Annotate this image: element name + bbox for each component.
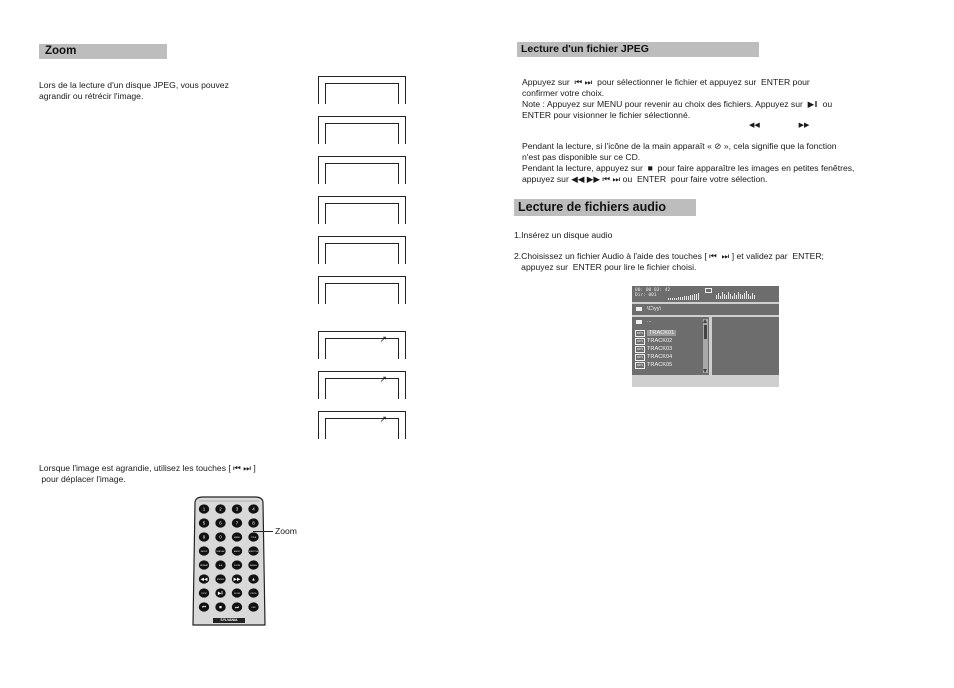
remote-button-label: ⏭: [234, 604, 240, 610]
audio-file-icon: MP3: [636, 355, 644, 359]
screen-file-list: [632, 317, 709, 375]
remote-button-label: STOP: [201, 592, 207, 595]
remote-button-label: TITLE: [250, 536, 257, 539]
zoom-move-line-2: pour déplacer l'image.: [39, 474, 126, 484]
scroll-up-icon[interactable]: [703, 319, 707, 323]
jpeg-line-4: ENTER pour visionner le fichier sélectionné.: [522, 110, 691, 120]
zoom-illustration-1: [318, 76, 406, 104]
audio-player-screen: [632, 286, 779, 387]
zoom-illustration-8: [318, 371, 406, 399]
remote-button-label: ■: [219, 604, 222, 610]
audio-file-icon: MP3: [636, 331, 644, 335]
remote-button-label: 7: [235, 520, 239, 526]
screen-status-bar: [632, 286, 779, 302]
scroll-thumb[interactable]: [704, 325, 707, 339]
stop-icon: [705, 288, 712, 293]
audio-file-icon: MP3: [636, 347, 644, 351]
remote-button-label: 0: [219, 534, 222, 540]
remote-button-label: 5: [202, 520, 206, 526]
zoom-intro-line-1: Lors de la lecture d'un disque JPEG, vous pouvez: [39, 80, 229, 90]
pen-icon: ↗: [379, 334, 387, 344]
equalizer-right-icon: [716, 289, 760, 299]
screen-path-bar: [632, 304, 779, 315]
zoom-illustration-2: [318, 116, 406, 144]
remote-button-label: SLOW: [234, 592, 240, 595]
remote-button-label: A-B: [218, 564, 223, 567]
zoom-illustration-4: [318, 196, 406, 224]
audio-header: Lecture de fichiers audio: [514, 199, 696, 216]
remote-button-label: PROG: [250, 592, 257, 595]
pen-icon: ↗: [379, 414, 387, 424]
remote-button-label: AUDIO: [233, 550, 241, 553]
zoom-illustration-7: [318, 331, 406, 359]
remote-button-label: ZOOM: [234, 564, 240, 567]
remote-button-label: OSD: [251, 606, 256, 609]
remote-button-label: ▶▶: [233, 576, 241, 582]
remote-zoom-callout: Zoom: [275, 526, 297, 536]
remote-button-label: 4: [252, 506, 255, 512]
remote-button-label: ENTER: [217, 578, 224, 581]
remote-button-label: 2: [219, 506, 222, 512]
jpeg-line-2: confirmer votre choix.: [522, 88, 605, 98]
screen-path: \C\yy\: [647, 306, 662, 312]
remote-button-label: 9: [202, 534, 206, 540]
parent-folder-icon: [636, 320, 642, 324]
remote-button-label: 1: [202, 506, 206, 512]
remote-button-label: MENU: [234, 536, 240, 539]
remote-button-label: ⏮: [201, 604, 207, 610]
audio-file-icon: MP3: [636, 339, 644, 343]
audio-step-2-line-1: 2.Choisissez un fichier Audio à l'aide des touches [ ⏮ ⏭ ] et validez par ENTER;: [514, 251, 824, 261]
screen-preview-panel: [712, 317, 779, 375]
remote-control-illustration: [191, 495, 267, 627]
zoom-illustration-6: [318, 276, 406, 304]
audio-step-2-line-2: appuyez sur ENTER pour lire le fichier choisi.: [514, 262, 697, 272]
pen-icon: ↗: [379, 374, 387, 384]
remote-button-label: REPEAT: [200, 564, 208, 567]
screen-dir: Dir: 001: [635, 293, 657, 298]
jpeg-header: Lecture d'un fichier JPEG: [517, 42, 759, 57]
remote-button-label: ▲: [251, 576, 256, 582]
remote-button-label: DISPLAY: [216, 550, 225, 553]
audio-step-1: 1.Insérez un disque audio: [514, 230, 613, 240]
track-item[interactable]: MP3 TRACK02: [636, 338, 673, 344]
screen-scrollbar[interactable]: [703, 319, 708, 373]
remote-button-label: 6: [219, 520, 222, 526]
remote-button-label: ▶‖: [217, 590, 224, 596]
remote-button-label: ANGLE: [250, 564, 257, 567]
remote-brand: SYLVANIA: [220, 618, 238, 622]
remote-button-label: SUBTITLE: [248, 550, 259, 553]
remote-button-label: ◀◀: [200, 576, 208, 582]
remote-button-label: 3: [235, 506, 239, 512]
jpeg-line-3: Note : Appuyez sur MENU pour revenir au choix des fichiers. Appuyez sur ▶‖ ou: [522, 99, 833, 109]
zoom-illustration-5: [318, 236, 406, 264]
screen-time: 00: 00 03: 42: [635, 288, 671, 293]
jpeg-line-5: ◀◀ ▶▶: [749, 122, 810, 129]
zoom-move-line-1: Lorsque l'image est agrandie, utilisez les touches [ ⏮ ⏭ ]: [39, 463, 256, 473]
zoom-illustration-9: [318, 411, 406, 439]
remote-button-label: 8: [252, 520, 255, 526]
track-item[interactable]: MP3 TRACK05: [636, 362, 673, 368]
parent-folder-label: ...: [647, 318, 652, 324]
folder-icon: [636, 307, 642, 311]
zoom-intro-line-2: agrandir ou rétrécir l'image.: [39, 91, 144, 101]
remote-zoom-callout-line: [253, 531, 273, 532]
jpeg-line-6: Pendant la lecture, si l'icône de la main apparaît « ⊘ », cela signifie que la fonction: [522, 141, 837, 151]
track-item[interactable]: MP3 TRACK04: [636, 354, 673, 360]
audio-file-icon: MP3: [636, 363, 644, 367]
zoom-header: Zoom: [39, 44, 167, 59]
jpeg-line-1: Appuyez sur ⏮ ⏭ pour sélectionner le fichier et appuyez sur ENTER pour: [522, 77, 810, 87]
jpeg-line-8: Pendant la lecture, appuyez sur ■ pour faire apparaître les images en petites fenêtres,: [522, 163, 855, 173]
zoom-illustration-3: [318, 156, 406, 184]
jpeg-line-7: n'est pas disponible sur ce CD.: [522, 152, 641, 162]
remote-button-label: SETUP: [200, 550, 208, 553]
jpeg-line-9: appuyez sur ◀◀ ▶▶ ⏮ ⏭ ou ENTER pour faire votre sélection.: [522, 174, 768, 184]
track-item[interactable]: MP3 TRACK03: [636, 346, 673, 352]
scroll-down-icon[interactable]: [703, 369, 707, 373]
equalizer-left-icon: [668, 290, 706, 300]
track-item[interactable]: MP3 TRACK01: [636, 330, 675, 336]
